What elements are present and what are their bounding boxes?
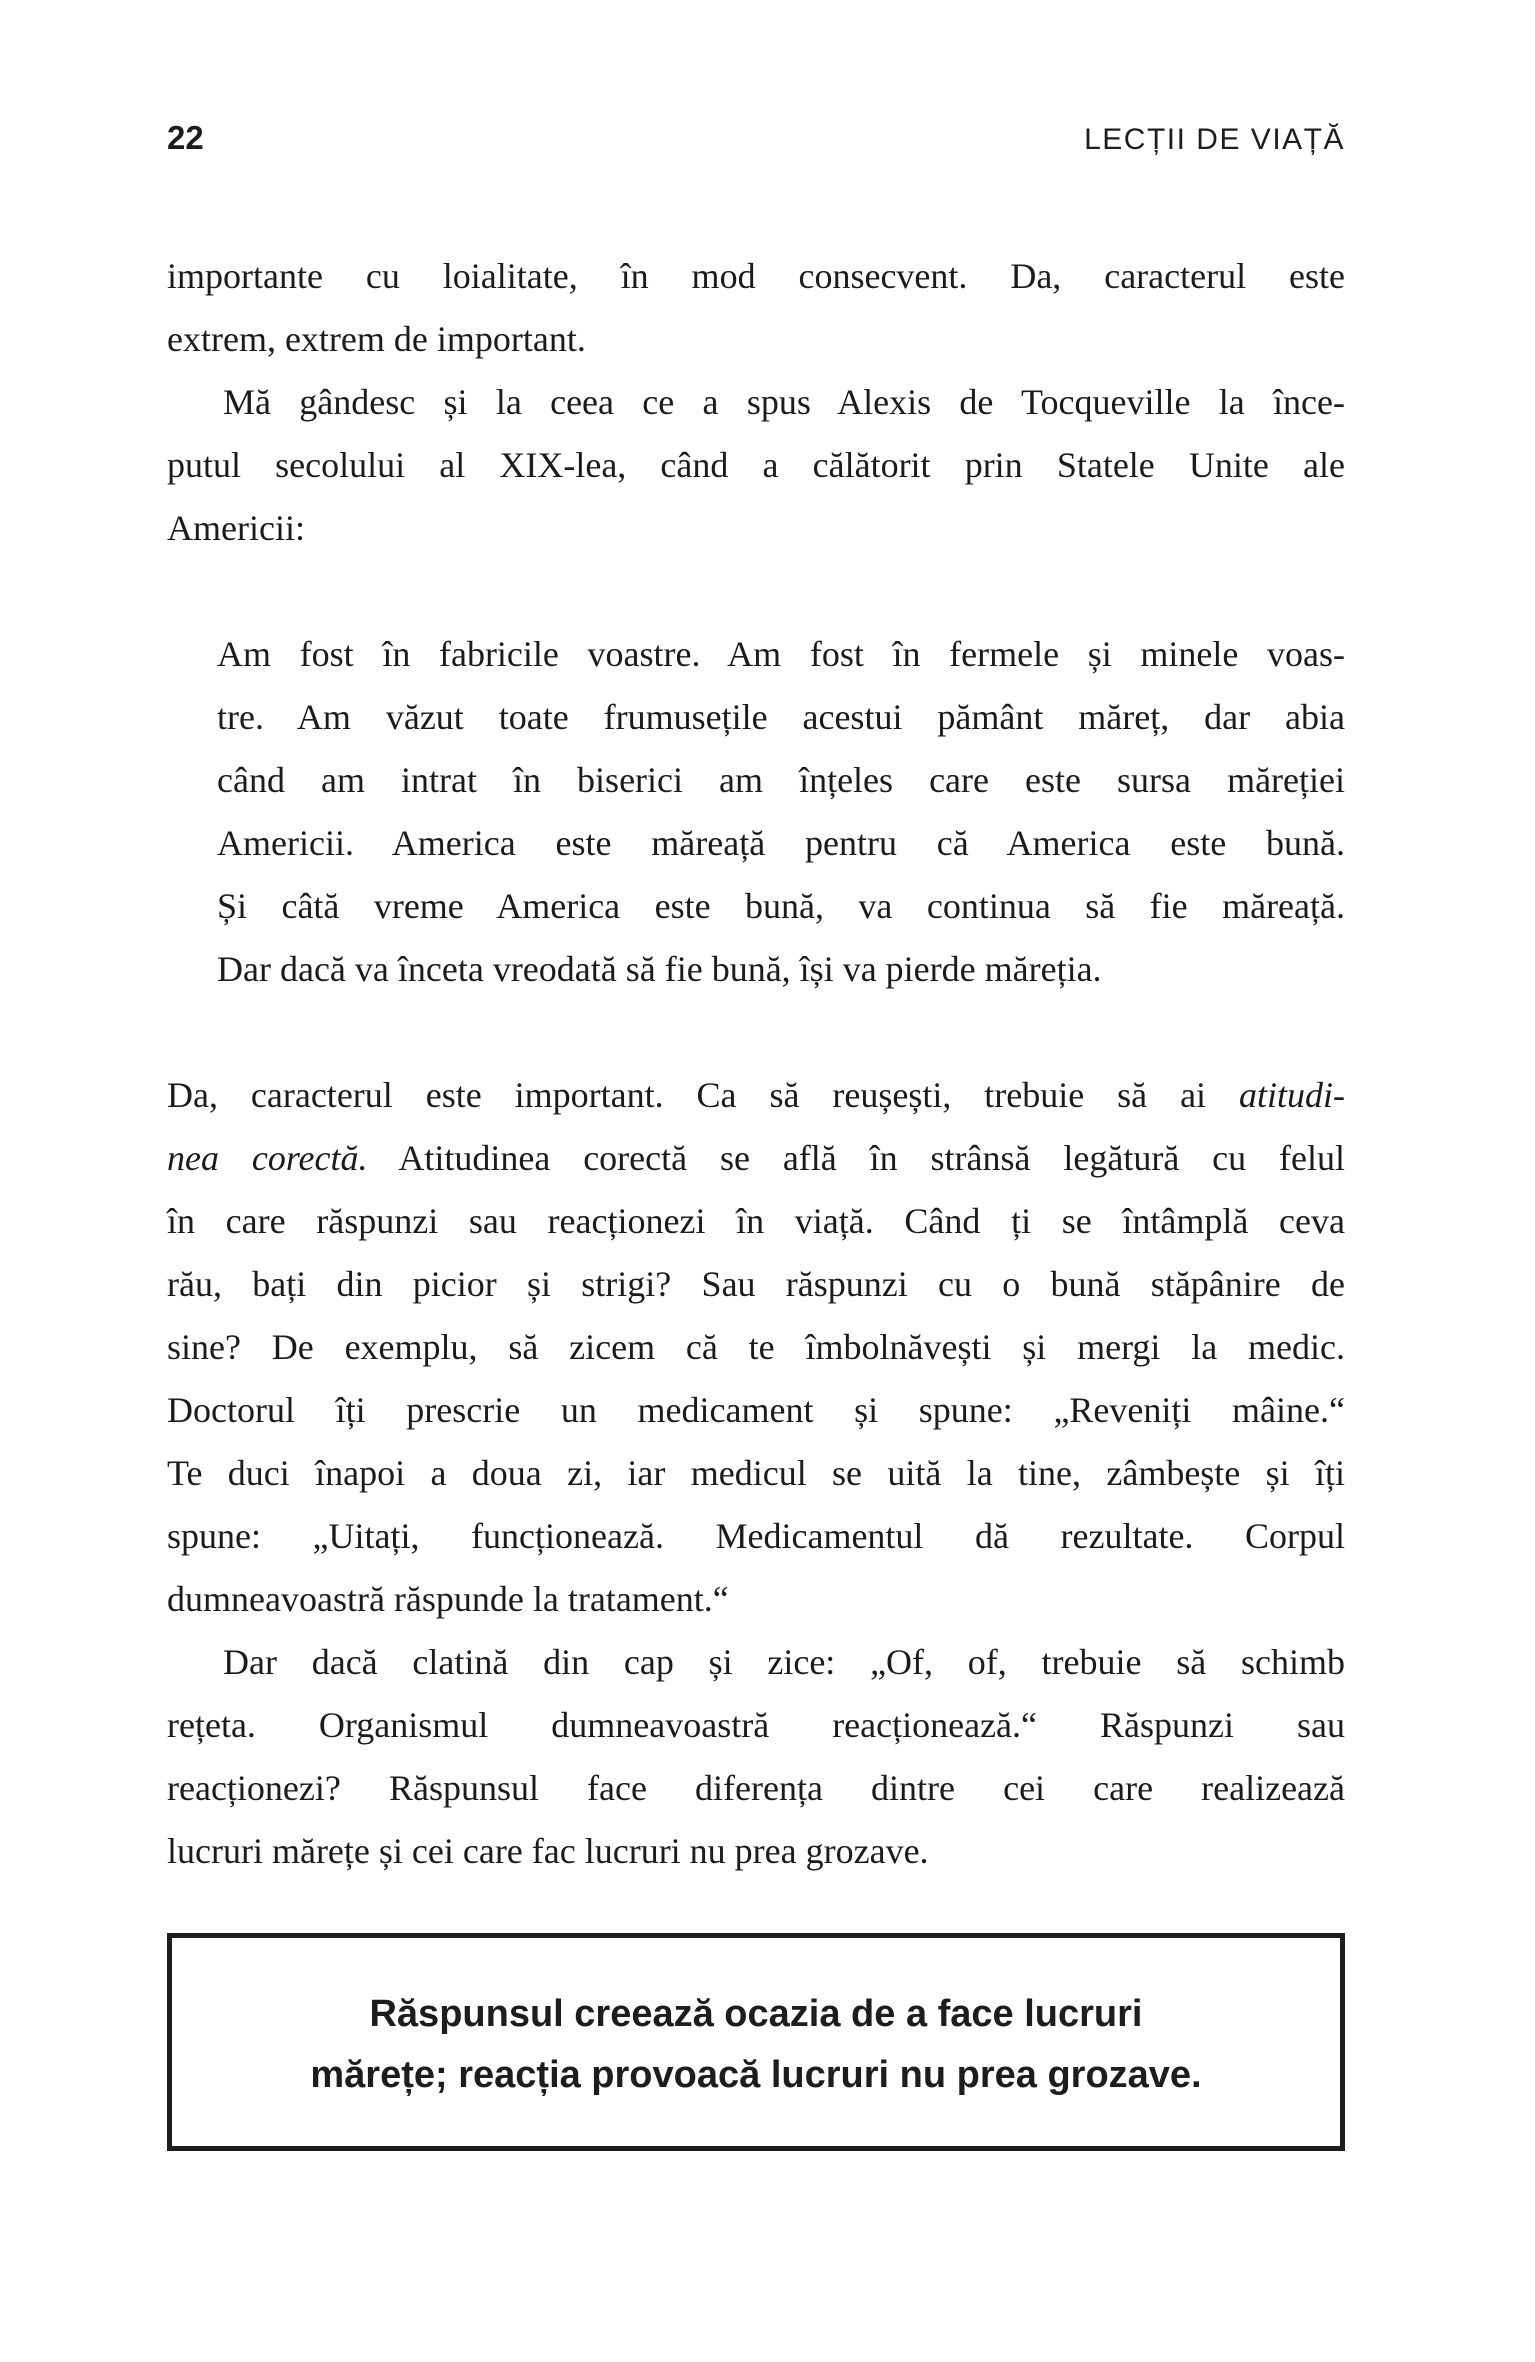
text-segment: Am fost în fabricile voastre. Am fost în fermele și minele voas- (217, 634, 1345, 674)
text-segment: dumneavoastră răspunde la tratament.“ (167, 1579, 729, 1619)
text-line (167, 371, 1345, 434)
text-line (167, 1505, 1345, 1568)
paragraph (167, 1064, 1345, 1631)
text-segment: Dar dacă va înceta vreodată să fie bună, își va pierde măreția. (217, 949, 1102, 989)
paragraph (167, 371, 1345, 560)
callout-line: Răspunsul creează ocazia de a face lucruri (369, 1993, 1143, 2035)
text-line (167, 1127, 1345, 1190)
text-segment: Dar dacă clatină din cap și zice: „Of, of, trebuie să schimb (223, 1642, 1345, 1682)
blockquote (217, 623, 1345, 1001)
text-line (167, 1379, 1345, 1442)
text-line (167, 497, 1345, 560)
text-segment: rețeta. Organismul dumneavoastră reacționează.“ Răspunzi sau (167, 1705, 1345, 1745)
text-line (167, 245, 1345, 308)
text-segment: reacționezi? Răspunsul face diferența dintre cei care realizează (167, 1768, 1345, 1808)
text-segment: tre. Am văzut toate frumusețile acestui pământ măreț, dar abia (217, 697, 1345, 737)
text-line (217, 938, 1345, 1001)
text-segment: Doctorul îți prescrie un medicament și spune: „Reveniți mâine.“ (167, 1390, 1345, 1430)
text-line (167, 1568, 1345, 1631)
page-number: 22 (167, 119, 204, 156)
text-line (167, 1253, 1345, 1316)
text-segment: extrem, extrem de important. (167, 319, 586, 359)
paragraph (167, 245, 1345, 371)
text-segment: Americii. America este măreață pentru că America este bună. (217, 823, 1345, 863)
text-segment: Da, caracterul este important. Ca să reușești, trebuie să ai (167, 1075, 1239, 1115)
text-line (167, 1316, 1345, 1379)
text-segment: Atitudinea corectă se află în strânsă legătură cu felul (367, 1138, 1345, 1178)
text-line (167, 1694, 1345, 1757)
running-header: LECȚII DE VIAȚĂ (1084, 123, 1345, 156)
text-segment: lucruri mărețe și cei care fac lucruri nu prea grozave. (167, 1831, 929, 1871)
text-segment: în care răspunzi sau reacționezi în viață. Când ți se întâmplă ceva (167, 1201, 1345, 1241)
text-line (167, 434, 1345, 497)
text-line (167, 1820, 1345, 1883)
text-segment: Te duci înapoi a doua zi, iar medicul se uită la tine, zâmbește și îți (167, 1453, 1345, 1493)
text-segment: rău, bați din picior și strigi? Sau răspunzi cu o bună stăpânire de (167, 1264, 1345, 1304)
text-segment: putul secolului al XIX-lea, când a călătorit prin Statele Unite ale (167, 445, 1345, 485)
italic-text: atitudi- (1239, 1075, 1345, 1115)
text-line (167, 1631, 1345, 1694)
text-line (217, 812, 1345, 875)
text-line (167, 308, 1345, 371)
page-body (167, 245, 1345, 2151)
page-header (167, 120, 1345, 158)
text-segment: sine? De exemplu, să zicem că te îmbolnăvești și mergi la medic. (167, 1327, 1345, 1367)
text-segment: când am intrat în biserici am înțeles care este sursa măreției (217, 760, 1345, 800)
text-line (217, 749, 1345, 812)
text-segment: Americii: (167, 508, 305, 548)
text-line (167, 1757, 1345, 1820)
text-line (217, 875, 1345, 938)
paragraph (167, 1631, 1345, 1883)
text-line (167, 1064, 1345, 1127)
italic-text: nea corectă. (167, 1138, 368, 1178)
text-segment: Mă gândesc și la ceea ce a spus Alexis de Tocqueville la înce- (223, 382, 1345, 422)
text-line (167, 1190, 1345, 1253)
text-line (167, 1442, 1345, 1505)
text-segment: importante cu loialitate, în mod consecvent. Da, caracterul este (167, 256, 1345, 296)
text-segment: Și câtă vreme America este bună, va continua să fie măreață. (217, 886, 1345, 926)
callout-box (167, 1933, 1345, 2151)
text-line (217, 623, 1345, 686)
text-segment: spune: „Uitați, funcționează. Medicamentul dă rezultate. Corpul (167, 1516, 1345, 1556)
text-blocks (167, 245, 1345, 1883)
text-line (217, 686, 1345, 749)
callout-line: mărețe; reacția provoacă lucruri nu prea grozave. (310, 2054, 1202, 2096)
